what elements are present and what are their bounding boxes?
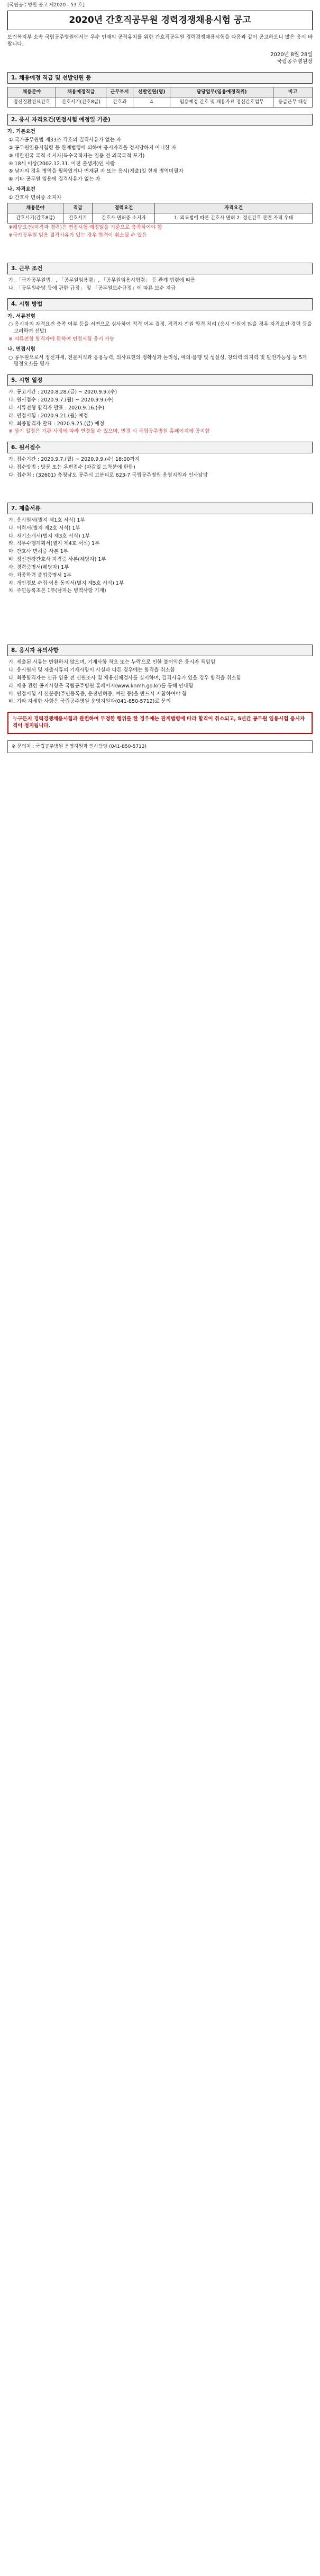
doc-screen-text: ○ 응시자의 자격요건 충족 여부 등을 서면으로 심사하여 적격 여부 결정. 적격자 전원 합격 처리 (응시 인원이 많을 경우 자격요건·경력 등을 고려하여 선발) — [8, 321, 312, 335]
document-item-2: 다. 자기소개서(별지 제3호 서식) 1부 — [8, 533, 90, 539]
note-item-2: 다. 최종합격자는 신규 임용 전 신원조사 및 채용신체검사를 실시하며, 결격사유가 있을 경우 합격을 취소함 — [8, 675, 241, 681]
apply-item-1: 나. 접수방법 : 방문 또는 우편접수 (마감일 도착분에 한함) — [8, 464, 135, 471]
t2-header-3: 자격요건 — [155, 203, 313, 213]
t2-header-0: 채용분야 — [8, 203, 63, 213]
t1-header-2: 근무부서 — [106, 87, 133, 97]
t2-header-2: 경력요건 — [93, 203, 155, 213]
note-item-4: 마. 면접시험 시 신분증(주민등록증, 운전면허증, 여권 등)을 반드시 지참하여야 함 — [8, 691, 187, 697]
schedule-item-3: 라. 면접시험 : 2020.9.21.(월) 예정 — [8, 413, 88, 419]
red-note: ※해당요건(자격과 경력)은 면접시험 예정일을 기준으로 충족하여야 함 — [8, 224, 162, 230]
t1-cell-5: 응급근무 대상 — [273, 97, 312, 108]
doc-screen-note: ※ 서류전형 합격자에 한하여 면접시험 응시 가능 — [8, 336, 115, 342]
t1-header-3: 선발인원(명) — [133, 87, 170, 97]
schedule-item-1: 나. 원서접수 : 2020.9.7.(월) ~ 2020.9.9.(수) — [8, 397, 114, 404]
warning-box: 누구든지 경력경쟁채용시험과 관련하여 부정한 행위를 한 경우에는 관계법령에 따라 합격이 취소되고, 5년간 공무원 임용시험 응시자격이 정지됩니다. — [7, 712, 313, 734]
basic-req-item-5: ⑥ 기타 공무원 임용에 결격사유가 없는 자 — [8, 176, 100, 183]
intro-text: 보건복지부 소속 국립공주병원에서는 우수 인재의 공직유치를 위한 간호직공무원 경력경쟁채용시험을 다음과 같이 공고하오니 많은 응시 바랍니다. — [7, 34, 313, 47]
t1-cell-2: 간호과 — [106, 97, 133, 108]
basic-req-item-3: ④ 18세 이상(2002.12.31. 이전 출생자)인 사람 — [8, 160, 115, 167]
qualification-title: 나. 자격요건 — [7, 186, 35, 193]
apply-item-2: 다. 접수처 : (32601) 충청남도 공주시 고분티로 623-7 국립공주병원 운영지원과 인사담당 — [8, 472, 208, 479]
t2-header-1: 직급 — [63, 203, 93, 213]
document-item-0: 가. 응시원서(별지 제1호 서식) 1부 — [8, 517, 85, 524]
apply-list — [7, 457, 313, 479]
condition-list — [7, 278, 313, 292]
notice-number: [국립공주병원 공고 제2020 - 53 호] — [7, 3, 85, 8]
section-2-title: 2. 응시 자격요건(면접시험 예정일 기준) — [7, 114, 313, 126]
schedule-note: ※ 상기 일정은 기관 사정에 따라 변경될 수 있으며, 변경 시 국립공주병원 홈페이지에 공지함 — [8, 428, 210, 435]
section-3-title: 3. 근무 조건 — [7, 263, 313, 274]
section-1-title: 1. 채용예정 직급 및 선발인원 등 — [7, 72, 313, 84]
section-8-title: 8. 응시자 유의사항 — [7, 645, 313, 656]
basic-req-item-4: ⑤ 남자의 경우 병역을 필하였거나 면제된 자 또는 응시(제출)일 현재 병역미필자 — [8, 168, 184, 175]
page-title: 2020년 간호직공무원 경력경쟁채용시험 공고 — [7, 11, 313, 30]
document-item-7: 아. 최종학력 졸업증명서 1부 — [8, 572, 72, 578]
basic-req-item-0: ① 국가공무원법 제33조 각호의 결격사유가 없는 자 — [8, 137, 122, 144]
note-item-3: 라. 채용 관련 공지사항은 국립공주병원 홈페이지(www.knmh.go.kr)를 통해 안내함 — [8, 683, 194, 689]
t1-cell-3: 4 — [133, 97, 170, 108]
qualification-table — [7, 203, 313, 223]
interview-title: 나. 면접시험 — [7, 346, 35, 352]
t2-cell-2: 간호사 면허증 소지자 — [93, 213, 155, 223]
t1-cell-4: 임용예정 간호 및 채용자료 정신간호업무 — [170, 97, 273, 108]
t1-header-4: 담당업무(임용예정직위) — [170, 87, 273, 97]
t1-header-5: 비고 — [273, 87, 312, 97]
note-item-5: 바. 기타 자세한 사항은 국립공주병원 운영지원과(041-850-5712)로 문의 — [8, 699, 171, 705]
issuer: 국립공주병원장 — [277, 59, 313, 65]
t1-header-1: 채용예정직급 — [56, 87, 106, 97]
document-item-8: 자. 개인정보 수집·이용 동의서(별지 제5호 서식) 1부 — [8, 580, 124, 586]
schedule-item-0: 가. 공고기간 : 2020.8.28.(금) ~ 2020.9.9.(수) — [8, 389, 117, 396]
basic-req-title: 가. 기본요건 — [7, 129, 35, 135]
note-item-1: 나. 응시원서 및 제출서류의 기재사항이 사실과 다른 경우에는 합격을 취소함 — [8, 667, 175, 674]
interview-text: ○ 공무원으로서 정신자세, 전문지식과 응용능력, 의사표현의 정확성과 논리성, 예의·품행 및 성실성, 창의력·의지력 및 발전가능성 등 5개 평정요소를 평가 — [8, 354, 307, 368]
qualification-item: ① 간호사 면허증 소지자 — [8, 194, 62, 201]
schedule-item-4: 마. 최종합격자 발표 : 2020.9.25.(금) 예정 — [8, 421, 105, 427]
condition-item-0: 가. 「국가공무원법」, 「공무원임용령」, 「공무원임용시험령」 등 관계 법령에 따름 — [8, 277, 196, 283]
document-item-9: 차. 주민등록초본 1부(남자는 병역사항 기재) — [8, 588, 106, 594]
basic-req-list — [7, 137, 313, 183]
section-6-title: 6. 원서접수 — [7, 442, 313, 453]
t1-cell-1: 간호서기(간호8급) — [56, 97, 106, 108]
doc-screen-title: 가. 서류전형 — [7, 313, 35, 319]
t1-cell-0: 정신질환진료간호 — [8, 97, 56, 108]
t2-cell-3: 1. 의료법에 따른 간호사 면허 2. 정신간호 관련 자격 우대 — [155, 213, 313, 223]
condition-item-1: 나. 「공무원수당 등에 관한 규정」 및 「공무원보수규정」에 따른 보수 지급 — [8, 285, 176, 291]
document-item-5: 바. 정신건강간호사 자격증 사본(해당자) 1부 — [8, 557, 106, 563]
page — [7, 0, 313, 753]
note-item-0: 가. 제출된 서류는 반환하지 않으며, 기재사항 착오 또는 누락으로 인한 불이익은 응시자 책임임 — [8, 659, 216, 666]
document-item-3: 라. 직무수행계획서(별지 제4호 서식) 1부 — [8, 541, 100, 547]
basic-req-item-2: ③ 대한민국 국적 소지자(복수국적자는 임용 전 외국국적 포기) — [8, 153, 145, 159]
section-5-title: 5. 시험 일정 — [7, 374, 313, 386]
red-note-2: ※국가공무원 임용 결격사유가 있는 경우 합격이 취소될 수 있음 — [8, 232, 147, 238]
basic-req-item-1: ② 공무원임용시험령 등 관계법령에 의하여 응시자격을 정지당하지 아니한 자 — [8, 145, 177, 151]
document-item-1: 나. 이력서(별지 제2호 서식) 1부 — [8, 525, 80, 531]
t2-cell-1: 간호서기 — [63, 213, 93, 223]
t2-cell-0: 간호서기(간호8급) — [8, 213, 63, 223]
schedule-list — [7, 389, 313, 427]
notice-date: 2020년 8월 28일 — [270, 51, 313, 58]
contact-footer: ※ 문의처 : 국립공주병원 운영지원과 인사담당 (041-850-5712) — [7, 740, 313, 753]
apply-item-0: 가. 접수기간 : 2020.9.7.(월) ~ 2020.9.9.(수) 18:00까지 — [8, 457, 140, 463]
section-4-title: 4. 시험 방법 — [7, 298, 313, 310]
recruit-table — [7, 87, 313, 108]
documents-list — [7, 517, 313, 595]
notes-list — [7, 659, 313, 705]
schedule-item-2: 다. 서류전형 합격자 발표 : 2020.9.16.(수) — [8, 405, 105, 411]
section-7-title: 7. 제출서류 — [7, 503, 313, 514]
date-block — [7, 51, 313, 66]
document-item-4: 마. 간호사 면허증 사본 1부 — [8, 549, 68, 555]
t1-header-0: 채용분야 — [8, 87, 56, 97]
document-item-6: 사. 경력증명서(해당자) 1부 — [8, 564, 69, 570]
